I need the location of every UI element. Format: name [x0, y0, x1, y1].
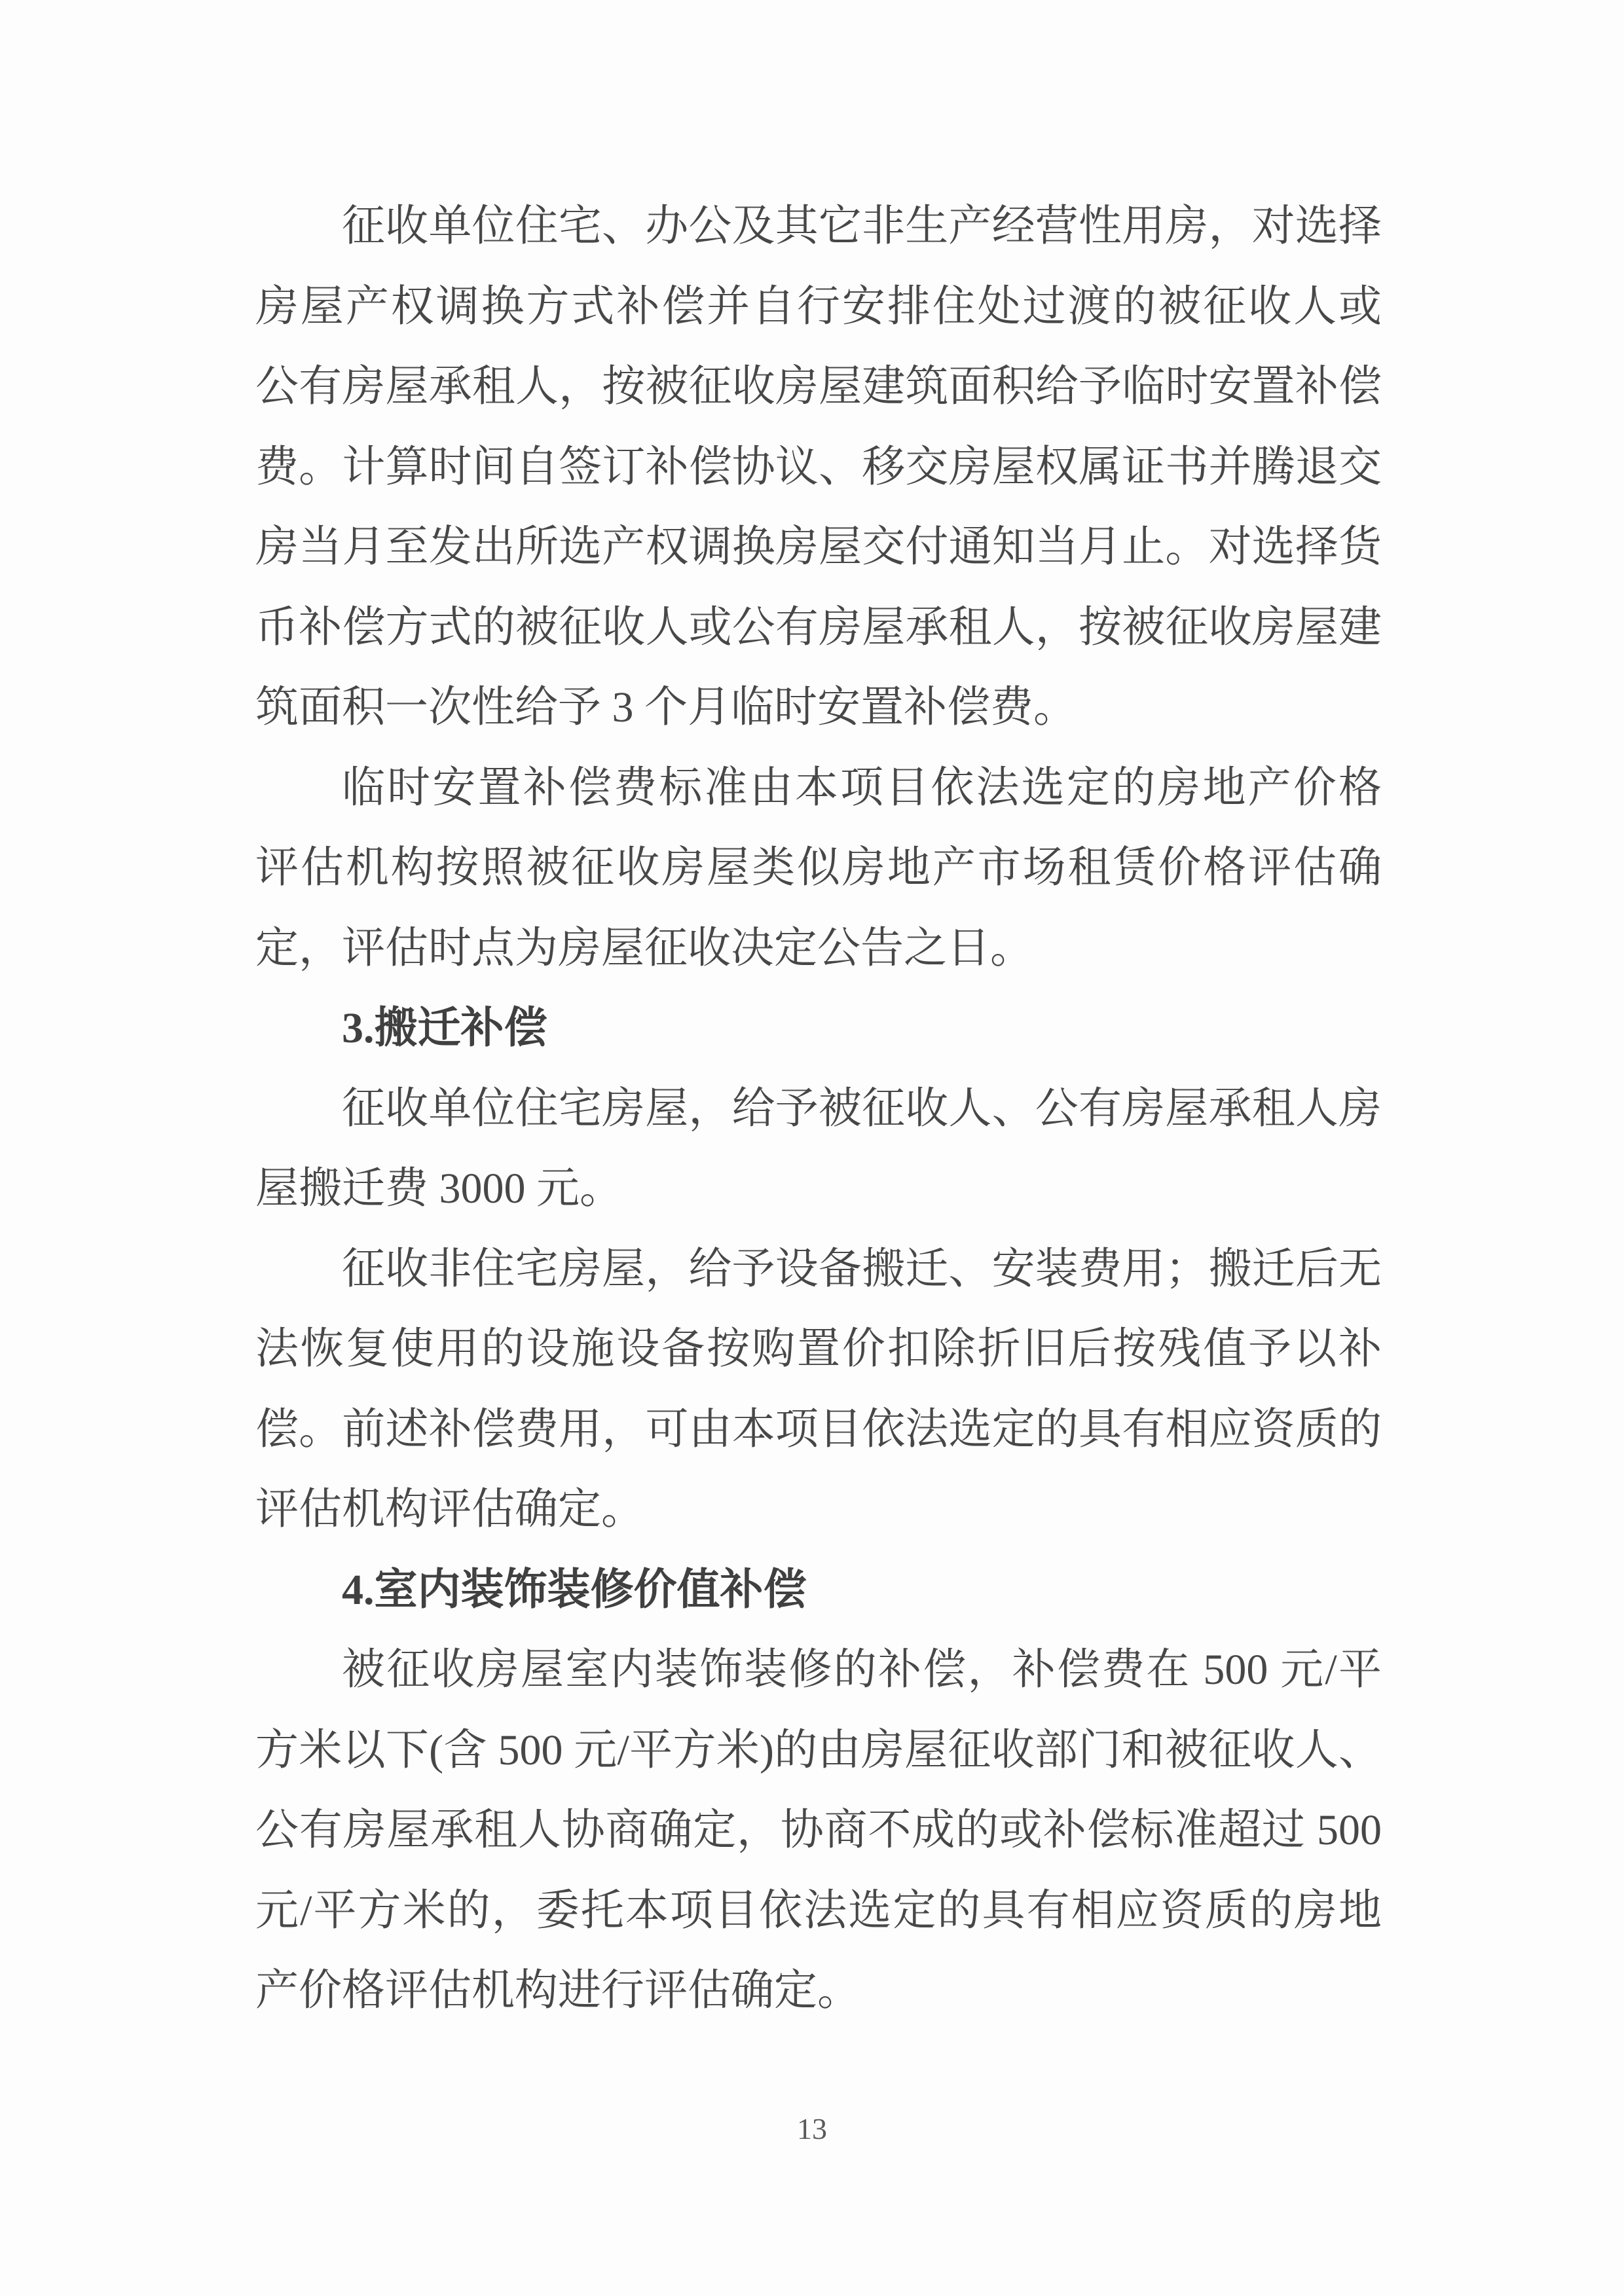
paragraph-line: 公有房屋承租人协商确定，协商不成的或补偿标准超过 500 — [255, 1806, 1382, 1854]
paragraph-line: 评估机构按照被征收房屋类似房地产市场租赁价格评估确 — [255, 844, 1382, 892]
paragraph-line: 评估机构评估确定。 — [255, 1485, 644, 1533]
paragraph-line: 房当月至发出所选产权调换房屋交付通知当月止。对选择货 — [255, 523, 1382, 571]
paragraph-line: 币补偿方式的被征收人或公有房屋承租人，按被征收房屋建 — [255, 603, 1382, 651]
page-number: 13 — [797, 2112, 827, 2145]
document-body — [255, 187, 1382, 2032]
paragraph-line: 筑面积一次性给予 3 个月临时安置补偿费。 — [255, 683, 1077, 731]
paragraph-line: 定，评估时点为房屋征收决定公告之日。 — [255, 924, 1033, 972]
section-heading-interior-decoration-compensation: 4.室内装饰装修价值补偿 — [342, 1565, 807, 1614]
paragraph-line: 偿。前述补偿费用，可由本项目依法选定的具有相应资质的 — [255, 1405, 1382, 1453]
paragraph-line: 临时安置补偿费标准由本项目依法选定的房地产价格 — [342, 763, 1382, 812]
paragraph-line: 费。计算时间自签订补偿协议、移交房屋权属证书并腾退交 — [255, 443, 1382, 491]
paragraph-line: 征收单位住宅房屋，给予被征收人、公有房屋承租人房 — [342, 1084, 1382, 1133]
paragraph-line: 征收非住宅房屋，给予设备搬迁、安装费用；搬迁后无 — [342, 1245, 1382, 1293]
paragraph-line: 产价格评估机构进行评估确定。 — [255, 1967, 860, 2014]
paragraph-line: 公有房屋承租人，按被征收房屋建筑面积给予临时安置补偿 — [255, 363, 1382, 410]
paragraph-line: 征收单位住宅、办公及其它非生产经营性用房，对选择 — [342, 202, 1382, 250]
paragraph-line: 屋搬迁费 3000 元。 — [255, 1165, 623, 1212]
paragraph-line: 法恢复使用的设施设备按购置价扣除折旧后按残值予以补 — [255, 1325, 1382, 1373]
paragraph-line: 被征收房屋室内装饰装修的补偿，补偿费在 500 元/平 — [342, 1646, 1382, 1694]
paragraph-line: 房屋产权调换方式补偿并自行安排住处过渡的被征收人或 — [255, 282, 1382, 331]
section-heading-relocation-compensation: 3.搬迁补偿 — [342, 1004, 547, 1052]
paragraph-line: 元/平方米的，委托本项目依法选定的具有相应资质的房地 — [255, 1886, 1382, 1935]
paragraph-line: 方米以下(含 500 元/平方米)的由房屋征收部门和被征收人、 — [255, 1726, 1382, 1774]
